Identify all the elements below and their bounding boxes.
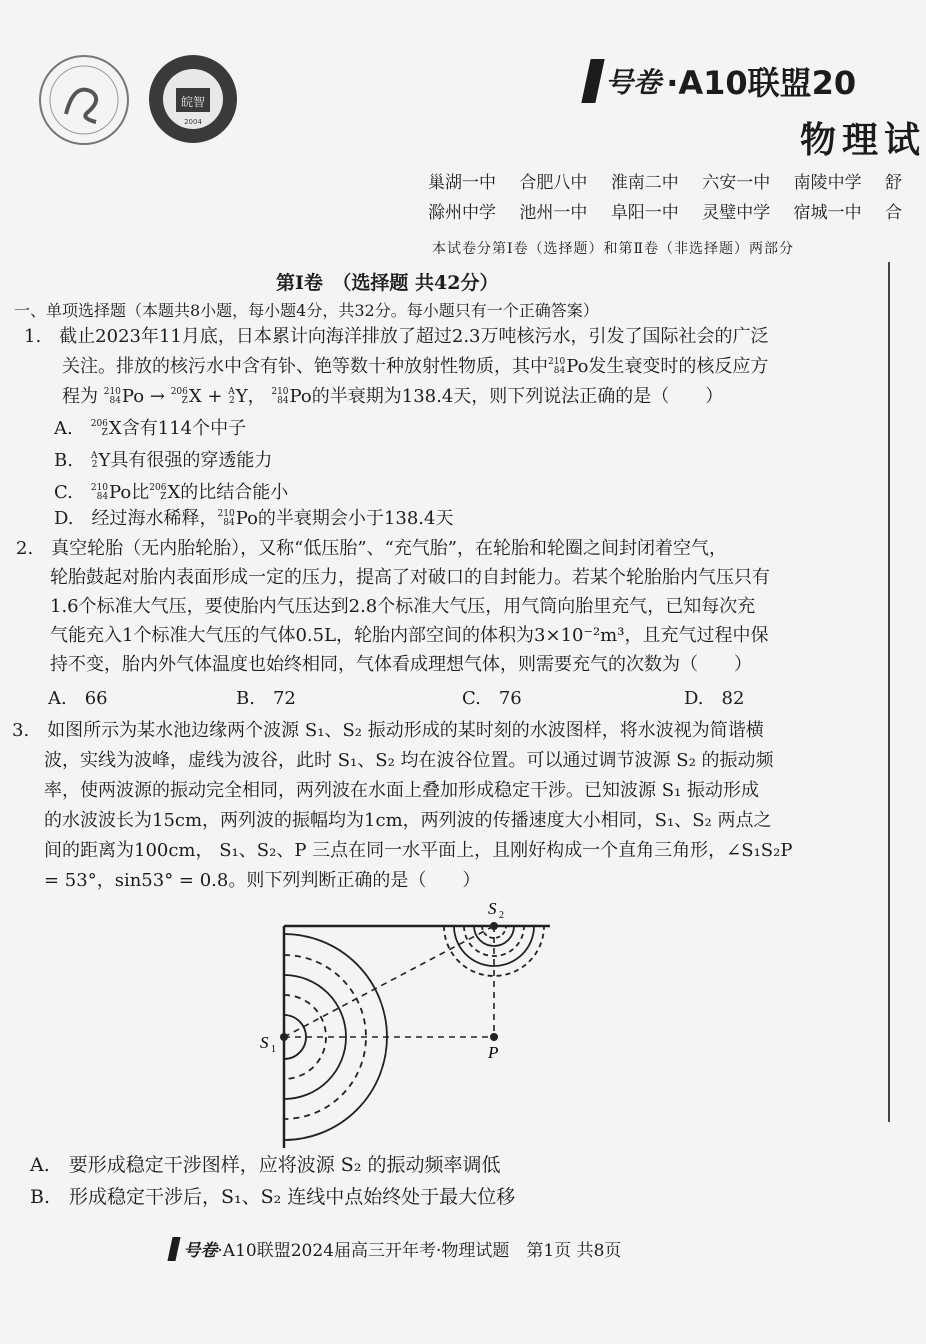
option-text: Po的半衰期会小于138.4天 [235,508,454,529]
po-nuclide: 210 84 [217,509,235,528]
q1-line2 [62,352,768,382]
wanzhi-education-logo [146,52,240,146]
q1-text: Y， [235,386,266,407]
option-text: 经过海水稀释， [91,508,218,529]
x-nuclide: 206 Z [90,419,108,438]
q3-line5: 间的距离为100cm， S₁、S₂、P 三点在同一水平面上，且刚好构成一个直角三角形，∠S₁S₂P [44,840,793,861]
svg-text:2004: 2004 [184,118,202,126]
subject-title: 物理试 [800,119,926,161]
school: 合肥八中 [519,173,588,193]
po-nuclide: 210 84 [90,483,109,502]
q1-text: 关注。排放的核污水中含有钋、铯等数十种放射性物质，其中 [62,356,548,377]
x-nuclide: 206 Z [149,483,167,502]
page-footer [170,1236,621,1261]
q1-text: Po → [121,386,165,407]
school: 六安一中 [702,173,771,193]
brand-mark [586,58,856,104]
brand-stroke-icon [167,1237,180,1261]
school: 淮南二中 [610,173,679,193]
svg-text:1: 1 [271,1044,276,1055]
label-s2: S [488,899,497,918]
q3-line3: 率，使两波源的振动完全相同，两列波在水面上叠加形成稳定干涉。已知波源 S₁ 振动形成 [44,780,759,801]
school: 池州一中 [519,203,588,223]
q1-option-b[interactable] [54,446,272,476]
section-title: 第Ⅰ卷 （选择题 共42分） [276,272,499,294]
label-p: P [488,1043,499,1062]
y-nuclide: A 2 [90,451,98,470]
q2-option-c[interactable]: C. 76 [462,688,522,709]
option-text: X的比结合能小 [167,482,289,503]
q1-line3 [62,382,723,412]
q1-text: Po的半衰期为138.4天，则下列说法正确的是（ ） [289,386,724,407]
po-nuclide: 210 84 [271,387,289,406]
q1-line1: 1. 截止2023年11月底，日本累计向海洋排放了超过2.3万吨核污水，引发了国际社会的广泛 [24,326,769,347]
q1-option-a[interactable] [54,414,246,444]
school: 宿城一中 [793,203,862,223]
school-list-row1 [428,168,902,193]
q3-line4: 的水波波长为15cm，两列波的振幅均为1cm，两列波的传播速度大小相同，S₁、S₂ 两点之 [44,810,772,831]
q1-text: X + [188,386,223,407]
option-text: Po比 [109,482,150,503]
brand-stroke-icon [581,59,604,103]
x-nuclide: 206 Z [170,387,188,406]
option-letter: C. [54,482,73,503]
q1-option-d[interactable] [54,504,453,534]
q1-text: 程为 [62,386,98,407]
school: 阜阳一中 [610,203,679,223]
option-letter: D. [54,508,74,529]
footer-brand: 号卷 [183,1241,218,1261]
source-s2-point [490,922,498,930]
wave-diagram [250,898,570,1154]
q3-option-b[interactable]: B. 形成稳定干涉后，S₁、S₂ 连线中点始终处于最大位移 [30,1186,516,1208]
svg-text:皖智: 皖智 [180,95,206,109]
footer-text: ·A10联盟2024届高三开年考·物理试题 第1页 共8页 [217,1241,622,1261]
triangle-lines [284,926,494,1037]
option-letter: B. [54,450,73,471]
q3-line6: = 53°，sin53° = 0.8。则下列判断正确的是（ ） [44,870,481,891]
school: 合 [885,203,903,223]
y-nuclide: A 2 [228,387,235,406]
school-list-row2 [428,198,902,223]
q3-option-a[interactable]: A. 要形成稳定干涉图样，应将波源 S₂ 的振动频率调低 [30,1154,501,1176]
school: 巢湖一中 [428,173,496,193]
q2-option-a[interactable]: A. 66 [48,688,108,709]
school-seal-logo [36,52,132,148]
q3-line1: 3. 如图所示为某水池边缘两个波源 S₁、S₂ 振动形成的某时刻的水波图样，将水波视为简谐横 [12,720,764,741]
po-nuclide: 210 84 [103,387,121,406]
exam-title: ·A10联盟20 [666,64,857,102]
q1-text: Po发生衰变时的核反应方 [566,356,769,377]
q2-line3: 1.6个标准大气压，要使胎内气压达到2.8个标准大气压，用气筒向胎里充气，已知每次充 [50,596,756,617]
option-text: Y具有很强的穿透能力 [98,450,273,471]
q2-option-d[interactable]: D. 82 [684,688,745,709]
q2-line1: 2. 真空轮胎（无内胎轮胎），又称“低压胎”、“充气胎”，在轮胎和轮圈之间封闭着空气， [16,538,727,559]
school: 舒 [885,173,903,193]
q2-line4: 气能充入1个标准大气压的气体0.5L，轮胎内部空间的体积为3×10⁻²m³，且充气过程中保 [50,625,769,646]
part1-heading: 一、单项选择题（本题共8小题，每小题4分，共32分。每小题只有一个正确答案） [14,301,599,320]
q2-line2: 轮胎鼓起对胎内表面形成一定的压力，提高了对破口的自封能力。若某个轮胎胎内气压只有 [50,567,770,588]
school: 滁州中学 [428,203,496,223]
margin-rule [888,262,890,1122]
label-s1: S [260,1033,269,1052]
q2-option-b[interactable]: B. 72 [236,688,296,709]
point-p [490,1033,498,1041]
brand-name: 号卷 [605,66,662,99]
option-text: X含有114个中子 [108,418,247,439]
option-letter: A. [54,418,73,439]
q2-line5: 持不变，胎内外气体温度也始终相同，气体看成理想气体，则需要充气的次数为（ ） [50,654,752,675]
source-s1-point [280,1033,288,1041]
svg-text:2: 2 [499,910,504,921]
school: 南陵中学 [793,173,862,193]
school: 灵璧中学 [702,203,771,223]
exam-notice: 本试卷分第Ⅰ卷（选择题）和第Ⅱ卷（非选择题）两部分 [432,241,795,257]
q3-line2: 波，实线为波峰，虚线为波谷，此时 S₁、S₂ 均在波谷位置。可以通过调节波源 S₂ 的振动频 [44,750,774,771]
po-nuclide: 210 84 [548,357,566,376]
